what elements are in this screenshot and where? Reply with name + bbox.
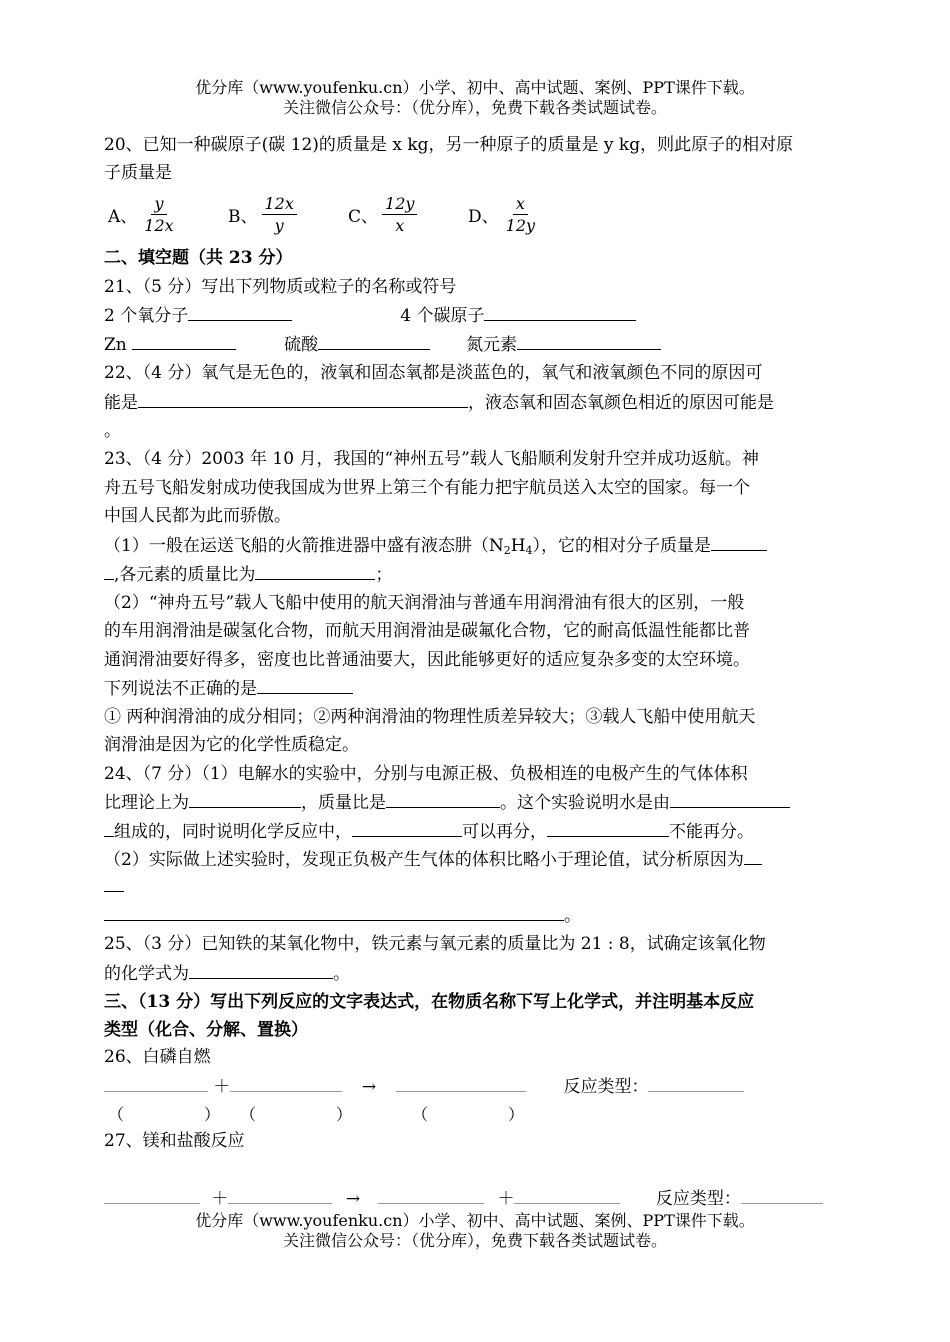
q24-text: （2）实际做上述实验时，发现正负极产生气体的体积比略小于理论值，试分析原因为 [104,850,744,870]
q20-option-d[interactable] [468,194,542,235]
q21-label-c: Zn [104,335,127,355]
reactant-blank[interactable] [228,1185,332,1204]
q22-line-2 [104,389,850,416]
reaction-type-label: 反应类型： [655,1189,741,1209]
q25-line-2 [104,960,850,987]
q23-part2-line-5: ① 两种润滑油的成分相同；②两种润滑油的物理性质差异较大；③载人飞船中使用航天 [104,707,756,727]
answer-blank[interactable] [547,818,669,837]
q20-option-a[interactable] [108,194,181,235]
q22-line-3: 。 [104,421,121,441]
q23-text: 下列说法不正确的是 [104,679,257,699]
reaction-type-blank[interactable] [648,1073,744,1092]
q24-text: 可以再分， [462,822,547,842]
q24-text: 。 [564,906,581,926]
answer-blank[interactable] [255,561,375,580]
product-blank[interactable] [396,1073,526,1092]
answer-blank[interactable] [189,789,301,808]
q23-text: H [510,536,526,556]
reactant-blank[interactable] [104,1185,200,1204]
q21-label-e: 氮元素 [466,335,518,355]
answer-blank[interactable] [386,789,500,808]
product-blank[interactable] [378,1185,484,1204]
q21-line-3 [104,331,850,358]
q23-part2-line-4 [104,675,850,702]
answer-blank[interactable] [104,902,564,921]
header-line-2: 关注微信公众号：（优分库），免费下载各类试题试卷。 [282,98,667,117]
q20-line-1: 20、已知一种碳原子(碳 12)的质量是 x kg，另一种原子的质量是 y kg，则此原子的相对原 [104,135,794,155]
q22-text: 能是 [104,393,138,413]
answer-blank[interactable] [104,818,114,837]
q20-line-2: 子质量是 [104,163,172,183]
q21-label-b: 4 个碳原子 [400,306,485,326]
formula-paren[interactable]: （ ） [108,1105,221,1124]
q26-title: 26、白磷自燃 [104,1047,211,1067]
section-3-title-line-2: 类型（化合、分解、置换） [104,1020,308,1040]
answer-blank[interactable] [711,532,767,551]
q24-line-4 [104,846,850,873]
q27-title: 27、镁和盐酸反应 [104,1131,245,1151]
answer-blank[interactable] [670,789,790,808]
option-label: A、 [108,207,138,227]
answer-blank[interactable] [104,561,114,580]
fraction [262,194,297,235]
answer-blank[interactable] [189,960,333,979]
answer-blank[interactable] [132,331,236,350]
q24-text: ，质量比是 [301,793,386,813]
plus-sign: ＋ [213,1077,231,1097]
q23-line-1: 23、（4 分）2003 年 10 月，我国的“神州五号”载人飞船顺利发射升空并成功返航。神 [104,449,759,469]
formula-paren[interactable]: （ ） [240,1105,353,1124]
answer-blank[interactable] [744,846,762,865]
product-blank[interactable] [514,1185,620,1204]
q27-equation [104,1185,850,1212]
footer-line-1: 优分库（www.youfenku.cn）小学、初中、高中试题、案例、PPT课件下载。 [195,1211,755,1230]
option-label: D、 [468,207,499,227]
q25-line-1: 25、（3 分）已知铁的某氧化物中，铁元素与氧元素的质量比为 21 : 8，试确定该氧化物 [104,934,766,954]
arrow-icon: → [345,1189,361,1209]
answer-blank[interactable] [104,873,124,892]
q26-equation [104,1073,850,1100]
q21-line-1: 21、（5 分）写出下列物质或粒子的名称或符号 [104,277,457,297]
q23-line-2: 舟五号飞船发射成功使我国成为世界上第三个有能力把宇航员送入太空的国家。每一个 [104,478,750,498]
answer-blank[interactable] [257,675,353,694]
q21-line-2 [104,302,850,329]
fraction [503,194,538,235]
denominator: 12x [144,216,174,235]
q23-text: ），它的相对分子质量是 [532,536,712,556]
subscript: 4 [525,544,533,557]
section-3-title-line-1: 三、（13 分）写出下列反应的文字表达式，在物质名称下写上化学式，并注明基本反应 [104,992,755,1012]
answer-blank[interactable] [138,389,468,408]
subscript: 2 [503,544,511,557]
denominator: x [395,216,405,235]
q21-label-a: 2 个氧分子 [104,306,189,326]
q22-text: ，液态氧和固态氧颜色相近的原因可能是 [468,393,774,413]
header-line-1: 优分库（www.youfenku.cn）小学、初中、高中试题、案例、PPT课件下载。 [195,78,755,97]
fraction [141,194,176,235]
q23-line-3: 中国人民都为此而骄傲。 [104,506,291,526]
q23-part1-line-2 [104,561,850,588]
q20-option-b[interactable] [228,194,301,235]
q22-line-1: 22、（4 分）氧气是无色的，液氧和固态氧都是淡蓝色的，氧气和液氧颜色不同的原因可 [104,363,763,383]
numerator: x [513,194,528,215]
q24-text: 。这个实验说明水是由 [500,793,670,813]
answer-blank[interactable] [318,331,430,350]
q23-part2-line-1: （2）“神舟五号”载人飞船中使用的航天润滑油与普通车用润滑油有很大的区别，一般 [104,593,745,613]
reaction-type-blank[interactable] [741,1185,823,1204]
q23-text: ,各元素的质量比为 [114,565,256,585]
q25-text: 的化学式为 [104,964,189,984]
q20-option-c[interactable] [348,194,421,235]
denominator: y [274,216,284,235]
reactant-blank[interactable] [230,1073,342,1092]
option-label: C、 [348,207,379,227]
q23-part2-line-3: 通润滑油要好得多，密度也比普通油要大，因此能够更好的适应复杂多变的太空环境。 [104,650,750,670]
q24-text: 组成的，同时说明化学反应中， [114,822,352,842]
numerator: 12y [382,194,417,215]
answer-blank[interactable] [188,302,292,321]
reactant-blank[interactable] [104,1073,208,1092]
answer-blank[interactable] [484,302,636,321]
answer-blank[interactable] [517,331,661,350]
q24-line-3 [104,818,850,845]
section-2-title: 二、填空题（共 23 分） [104,248,293,268]
q23-part2-line-2: 的车用润滑油是碳氢化合物，而航天用润滑油是碳氟化合物，它的耐高低温性能都比普 [104,621,750,641]
q23-part1-line-1 [104,532,850,564]
q24-line-6 [104,902,850,929]
q24-text: 不能再分。 [669,822,754,842]
option-label: B、 [228,207,258,227]
answer-blank[interactable] [352,818,462,837]
plus-sign: ＋ [211,1189,229,1209]
footer-line-2: 关注微信公众号：（优分库），免费下载各类试题试卷。 [282,1231,667,1250]
q24-line-2 [104,789,850,816]
numerator: y [151,194,166,215]
plus-sign: ＋ [497,1189,515,1209]
q23-text: （1）一般在运送飞船的火箭推进器中盛有液态肼（N [104,536,504,556]
q24-text: 比理论上为 [104,793,189,813]
q24-line-5 [104,873,850,900]
formula-paren[interactable]: （ ） [412,1105,525,1124]
numerator: 12x [262,194,297,215]
q25-text: 。 [333,964,350,984]
q23-text: ； [375,565,393,585]
q23-part2-line-6: 润滑油是因为它的化学性质稳定。 [104,735,359,755]
fraction [382,194,417,235]
q24-line-1: 24、（7 分）（1）电解水的实验中，分别与电源正极、负极相连的电极产生的气体体积 [104,764,748,784]
denominator: 12y [505,216,536,235]
arrow-icon: → [361,1077,377,1097]
reaction-type-label: 反应类型： [563,1077,649,1097]
q21-label-d: 硫酸 [284,335,319,355]
